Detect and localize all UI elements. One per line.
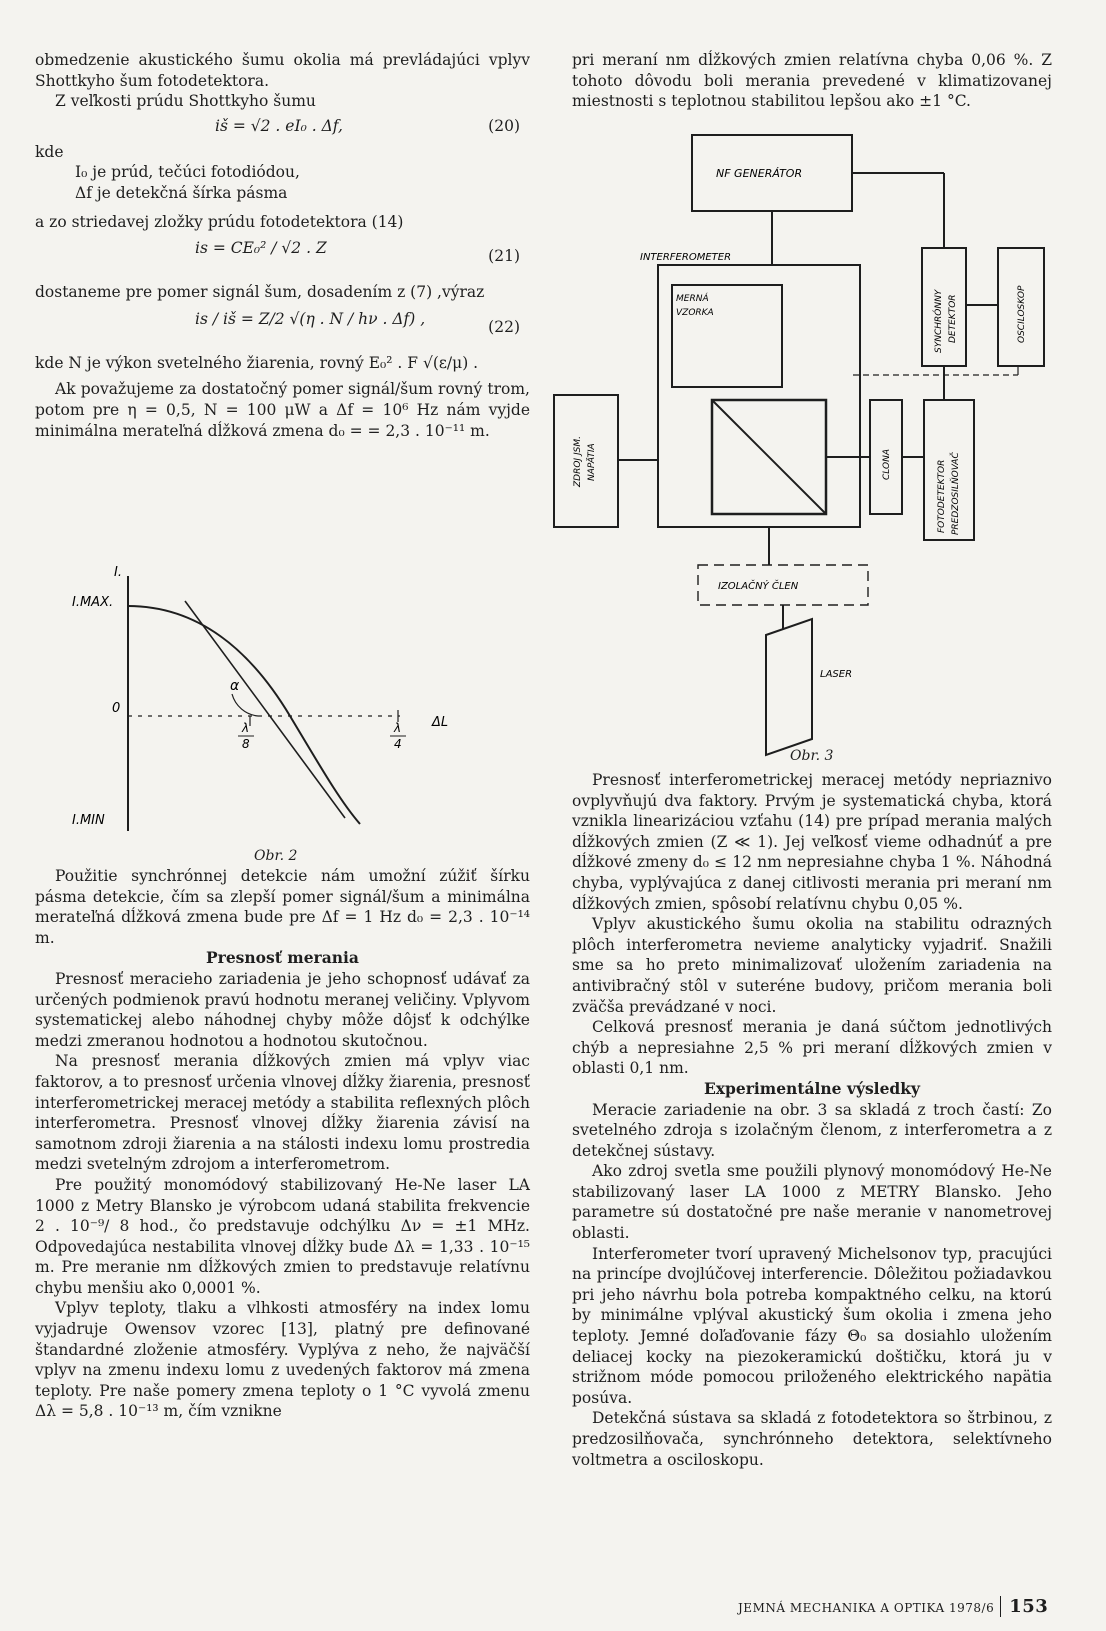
interferometer-label: INTERFEROMETER xyxy=(640,252,732,263)
power-supply-box xyxy=(554,395,618,527)
page-footer xyxy=(738,1596,1048,1617)
x-axis-label: ΔL xyxy=(432,715,449,730)
equation-number: (22) xyxy=(488,317,520,336)
laser-label: LASER xyxy=(820,669,853,680)
tick-label-lambda-8-num: λ xyxy=(242,721,250,735)
laser-box xyxy=(766,619,812,755)
paragraph: a zo striedavej zložky prúdu fotodetektora (14) xyxy=(35,212,404,231)
equation-22 xyxy=(35,303,530,353)
paragraph: Vplyv teploty, tlaku a vlhkosti atmosféry na index lomu vyjadruje Owensov vzorec [13], platný pre definované štandardné zloženie atmosféry. Vyplýva z neho, že najväčší vplyv na zmenu indexu lomu z uvedených faktorov má zmena teploty. Pre naše pomery zmena teploty o 1 °C vyvolá zmenu Δλ = 5,8 . 10⁻¹³ m, čím vznikne xyxy=(35,1299,530,1421)
paragraph: Ako zdroj svetla sme použili plynový monomódový He-Ne stabilizovaný laser LA 1000 z METRY Blansko. Jeho parametre sú dostatočné pre naše meranie v nanometrovej oblasti. xyxy=(572,1162,1052,1243)
aperture-label: CLONA xyxy=(882,449,892,480)
equation-text: is = CE₀² / √2 . Z xyxy=(195,239,327,258)
equation-20 xyxy=(35,112,530,142)
sample-label-line1: MERNÁ xyxy=(676,294,709,304)
equation-text: iš = √2 . eI₀ . Δf, xyxy=(215,116,343,135)
tick-label-lambda-4-den: 4 xyxy=(394,737,402,751)
definition-item: Δf je detekčná šírka pásma xyxy=(75,183,288,202)
figure-2-caption: Obr. 2 xyxy=(254,848,298,864)
y-axis-label: I. xyxy=(114,566,122,580)
synchronous-detector-label-line1: SYNCHRÓNNY xyxy=(934,289,944,353)
tangent-line xyxy=(185,601,345,818)
left-column-lower xyxy=(35,866,530,1422)
sample-label-line2: VZORKA xyxy=(676,308,714,318)
imin-label: I.MIN xyxy=(72,813,105,828)
paragraph: Interferometer tvorí upravený Michelsonov typ, pracujúci na princípe dvojlúčovej interferencie. Dôležitou požiadavkou pri jeho návrhu bola potreba kompaktného celku, na ktorú by minimálne vplýval akustický šum okolia i zmena jeho teploty. Jemné doľaďovanie fázy Θ₀ sa dosiahlo uložením deliacej kocky na piezokeramickú doštičku, ktorá ju v strižnom móde pomocou priloženého elektrického napätia posúva. xyxy=(572,1244,1052,1407)
equation-number: (21) xyxy=(488,247,520,266)
equation-21 xyxy=(35,232,530,282)
equation-text: is / iš = Z/2 √(η . N / hν . Δf) , xyxy=(195,309,426,328)
paragraph: Z veľkosti prúdu Shottkyho šumu xyxy=(55,92,316,111)
section-heading: Presnosť merania xyxy=(206,948,359,968)
nf-generator-label: NF GENERÁTOR xyxy=(716,167,803,180)
page-number: 153 xyxy=(1000,1596,1048,1617)
figure-2-graph xyxy=(60,566,460,866)
synchronous-detector-label-line2: DETEKTOR xyxy=(948,294,958,343)
paragraph: kde N je výkon svetelného žiarenia, rovný E₀² . F √(ε/μ) . xyxy=(35,353,479,372)
paragraph: Ak považujeme za dostatočný pomer signál/šum rovný trom, potom pre η = 0,5, N = 100 μW a Δf = 10⁶ Hz nám vyjde minimálna merateľná dĺžková zmena d₀ = = 2,3 . 10⁻¹¹ m. xyxy=(35,380,530,440)
paragraph: Celková presnosť merania je daná súčtom jednotlivých chýb a nepresiahne 2,5 % pri meraní dĺžkových zmien v oblasti 0,1 nm. xyxy=(572,1018,1052,1078)
left-column xyxy=(35,50,530,441)
beam-splitter-diagonal xyxy=(712,400,826,514)
photodetector-box xyxy=(924,400,974,540)
section-heading: Experimentálne výsledky xyxy=(703,1078,921,1098)
definitions xyxy=(35,162,530,203)
power-supply-label-line2: NAPÄTIA xyxy=(587,443,597,481)
paragraph: Presnosť interferometrickej meracej metódy nepriaznivo ovplyvňujú dva faktory. Prvým je systematická chyba, ktorá vznikla linearizáciou vzťahu (14) pre prípad merania malých dĺžkových zmien (Z ≪ 1). Jej veľkosť vieme odhadnúť a pre dĺžkové zmeny d₀ ≤ 12 nm nepresiahne chyba 1 %. Náhodná chyba, vyplývajúca z danej citlivosti merania pri meraní nm dĺžkových zmien, spôsobí relatívnu chybu 0,05 %. xyxy=(572,771,1052,913)
tick-label-lambda-8-den: 8 xyxy=(242,737,250,751)
right-column-lower xyxy=(572,770,1052,1470)
paragraph: Použitie synchrónnej detekcie nám umožní zúžiť šírku pásma detekcie, čím sa zlepší pomer signál/šum a minimálna merateľná dĺžková zmena bude pre Δf = 1 Hz d₀ = 2,3 . 10⁻¹⁴ m. xyxy=(35,867,530,947)
oscilloscope-label: OSCILOSKOP xyxy=(1017,285,1027,343)
paragraph: Vplyv akustického šumu okolia na stabilitu odrazných plôch interferometra nevieme analyticky vyjadriť. Snažili sme sa ho preto minimalizovať uložením zariadenia na antivibračný stôl v suteréne budovy, pričom merania boli zväčša prevádzané v noci. xyxy=(572,915,1052,1016)
figure-3-caption: Obr. 3 xyxy=(790,748,834,764)
tick-label-lambda-4-num: λ xyxy=(394,721,402,735)
paragraph: obmedzenie akustického šumu okolia má prevládajúci vplyv Shottkyho šum fotodetektora. xyxy=(35,51,530,90)
paragraph: Detekčná sústava sa skladá z fotodetektora so štrbinou, z predzosilňovača, synchrónneho detektora, selektívneho voltmetra a osciloskopu. xyxy=(572,1409,1052,1469)
isolator-label: IZOLAČNÝ ČLEN xyxy=(718,581,799,592)
power-supply-label-line1: ZDROJ JSM. xyxy=(573,436,583,487)
imax-label: I.MAX. xyxy=(72,595,114,610)
interferometer-box xyxy=(658,265,860,527)
paragraph: dostaneme pre pomer signál šum, dosadením z (7) ,výraz xyxy=(35,283,485,302)
figure-3-diagram xyxy=(548,125,1076,773)
paragraph: kde xyxy=(35,142,64,161)
journal-name: JEMNÁ MECHANIKA A OPTIKA 1978/6 xyxy=(738,1601,995,1615)
paragraph: Pre použitý monomódový stabilizovaný He-Ne laser LA 1000 z Metry Blansko je výrobcom udaná stabilita frekvencie 2 . 10⁻⁹/ 8 hod., čo predstavuje odchýlku Δν = ±1 MHz. Odpovedajúca nestabilita vlnovej dĺžky bude Δλ = 1,33 . 10⁻¹⁵ m. Pre meranie nm dĺžkových zmien to predstavuje relatívnu chybu menšiu ako 0,0001 %. xyxy=(35,1175,530,1297)
paragraph: Presnosť meracieho zariadenia je jeho schopnosť udávať za určených podmienok pravú hodnotu meranej veličiny. Vplyvom systematickej alebo náhodnej chyby môže dôjsť k odchýlke medzi zmeranou hodnotou a hodnotou skutočnou. xyxy=(35,969,530,1050)
definition-item: I₀ je prúd, tečúci fotodiódou, xyxy=(75,163,300,182)
paragraph: Meracie zariadenie na obr. 3 sa skladá z troch častí: Zo svetelného zdroja s izolačným členom, z interferometra a z detekčnej sústavy. xyxy=(572,1100,1052,1160)
photodetector-label-line2: PREDZOSILŇOVAČ xyxy=(951,452,961,535)
paragraph: pri meraní nm dĺžkových zmien relatívna chyba 0,06 %. Z tohoto dôvodu boli merania prevedené v klimatizovanej miestnosti s teplotnou stabilitou lepšou ako ±1 °C. xyxy=(572,51,1052,111)
angle-arc xyxy=(232,694,258,716)
right-column-top xyxy=(572,50,1052,112)
photodetector-label-line1: FOTODETEKTOR xyxy=(937,459,947,533)
zero-label: 0 xyxy=(112,701,121,716)
paragraph: Na presnosť merania dĺžkových zmien má vplyv viac faktorov, a to presnosť určenia vlnovej dĺžky žiarenia, presnosť interferometrickej meracej metódy a stabilita reflexných plôch interferometra. Presnosť vlnovej dĺžky žiarenia závisí na samotnom zdroji žiarenia a na stálosti indexu lomu prostredia medzi svetelným zdrojom a interferometrom. xyxy=(35,1052,530,1174)
alpha-label: α xyxy=(230,678,240,694)
equation-number: (20) xyxy=(488,116,520,135)
synchronous-detector-box xyxy=(922,248,966,366)
